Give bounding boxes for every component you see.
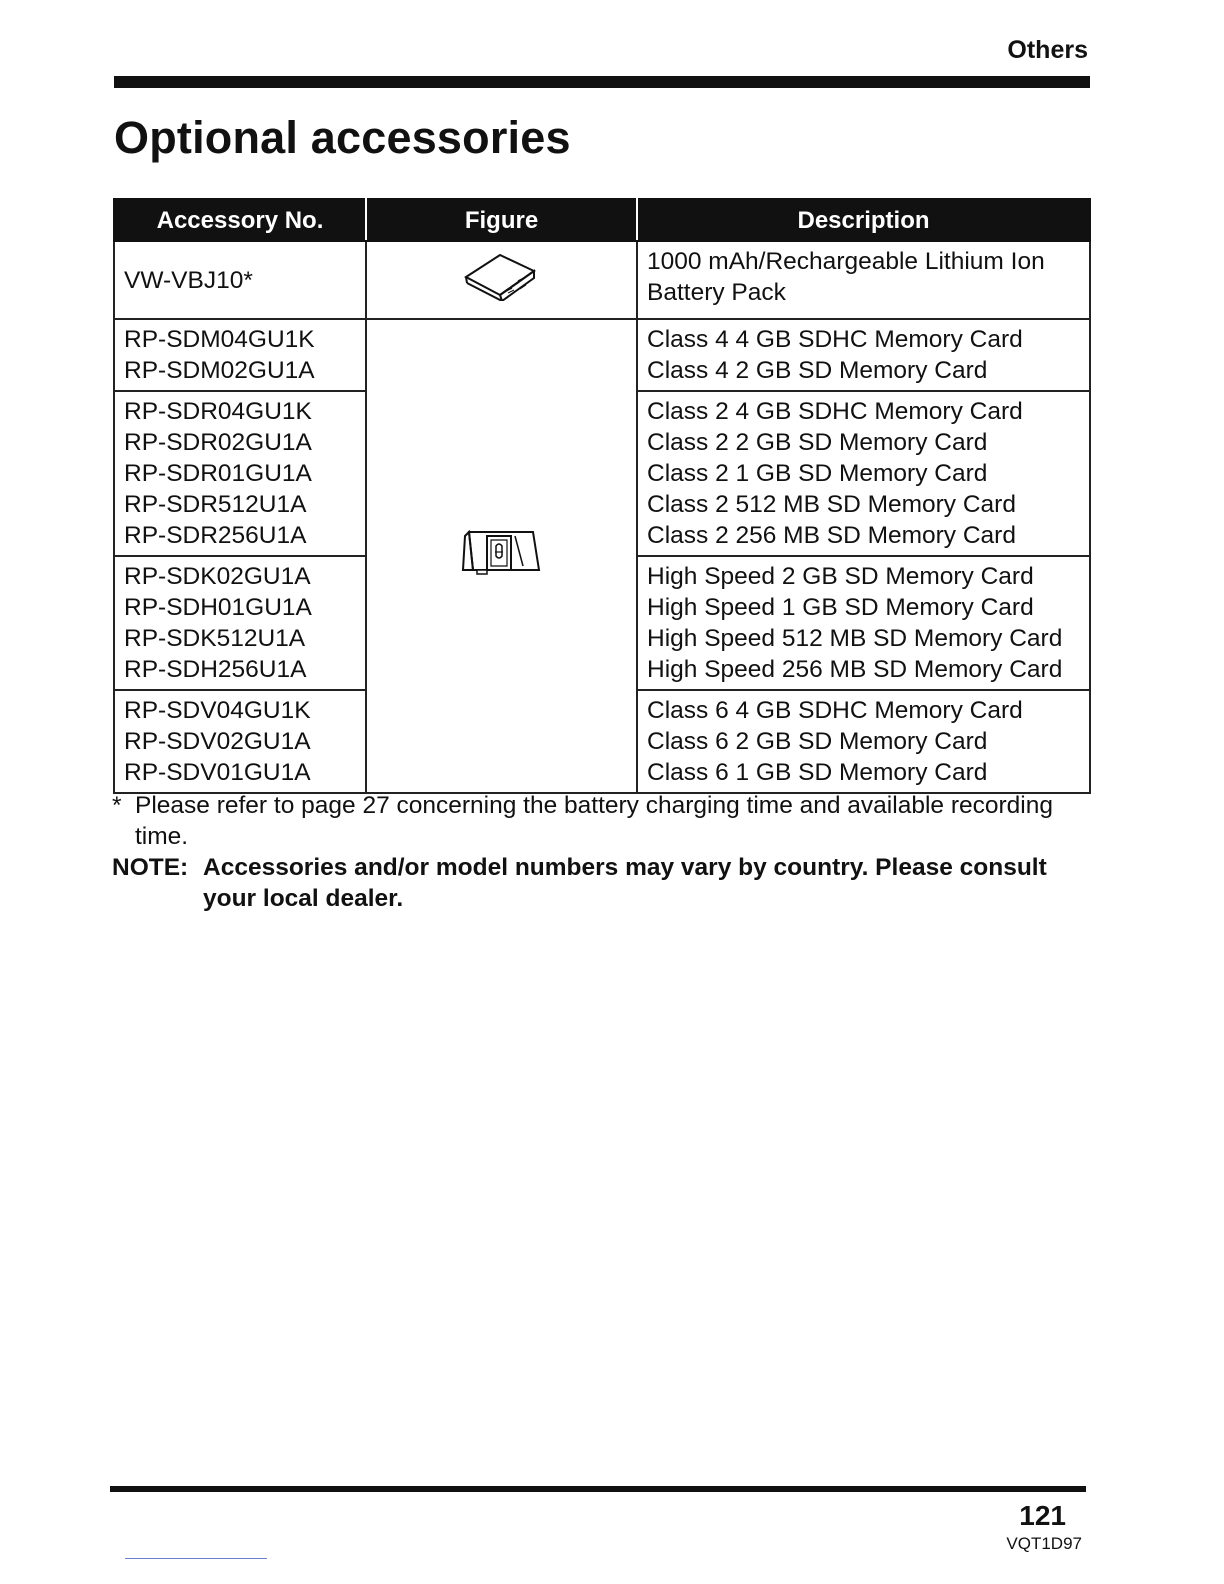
model-number: RP-SDH01GU1A xyxy=(124,594,312,621)
table-row xyxy=(114,241,1090,319)
model-number: RP-SDR02GU1A xyxy=(124,429,312,456)
model-number: RP-SDV01GU1A xyxy=(124,759,311,786)
description-line: Class 6 2 GB SD Memory Card xyxy=(647,728,988,755)
description-line: Battery Pack xyxy=(647,279,786,306)
model-number: RP-SDR04GU1K xyxy=(124,398,312,425)
footnote xyxy=(112,790,1092,852)
model-cell xyxy=(114,241,366,319)
model-cell xyxy=(114,319,366,391)
description-line: High Speed 1 GB SD Memory Card xyxy=(647,594,1034,621)
footer-link-rule xyxy=(125,1558,267,1559)
model-number: RP-SDM02GU1A xyxy=(124,357,315,384)
table-header-row xyxy=(114,199,1090,241)
description-line: Class 2 2 GB SD Memory Card xyxy=(647,429,988,456)
description-line: High Speed 256 MB SD Memory Card xyxy=(647,656,1063,683)
description-line: High Speed 2 GB SD Memory Card xyxy=(647,563,1034,590)
figure-cell xyxy=(366,319,637,793)
table-row xyxy=(114,319,1090,391)
description-cell xyxy=(637,391,1090,556)
description-line: High Speed 512 MB SD Memory Card xyxy=(647,625,1063,652)
footer-rule xyxy=(110,1486,1086,1492)
figure-cell xyxy=(366,241,637,319)
page-number: 121 xyxy=(1019,1500,1066,1531)
description-cell xyxy=(637,690,1090,793)
header-rule xyxy=(114,76,1090,88)
description-line: 1000 mAh/Rechargeable Lithium Ion xyxy=(647,248,1045,275)
model-number: RP-SDR256U1A xyxy=(124,522,307,549)
model-cell xyxy=(114,556,366,690)
note-label: NOTE: xyxy=(112,854,189,881)
description-line: Class 6 1 GB SD Memory Card xyxy=(647,759,988,786)
model-cell xyxy=(114,391,366,556)
footnote-text: Please refer to page 27 concerning the battery charging time and available recording time. xyxy=(135,792,1053,850)
description-line: Class 2 4 GB SDHC Memory Card xyxy=(647,398,1023,425)
section-label: Others xyxy=(1007,36,1088,64)
footnote-marker: * xyxy=(112,792,122,819)
model-number: RP-SDH256U1A xyxy=(124,656,307,683)
model-number: RP-SDK02GU1A xyxy=(124,563,311,590)
model-cell xyxy=(114,690,366,793)
model-number: RP-SDV04GU1K xyxy=(124,697,311,724)
description-line: Class 6 4 GB SDHC Memory Card xyxy=(647,697,1023,724)
header-accessory-no: Accessory No. xyxy=(114,199,366,241)
description-cell xyxy=(637,241,1090,319)
note xyxy=(112,852,1092,914)
description-cell xyxy=(637,319,1090,391)
description-line: Class 4 2 GB SD Memory Card xyxy=(647,357,988,384)
sd-card-icon xyxy=(461,526,541,578)
model-number: RP-SDM04GU1K xyxy=(124,326,315,353)
battery-pack-icon xyxy=(462,251,540,301)
model-number: VW-VBJ10* xyxy=(124,266,253,294)
description-line: Class 4 4 GB SDHC Memory Card xyxy=(647,326,1023,353)
model-number: RP-SDR01GU1A xyxy=(124,460,312,487)
description-line: Class 2 512 MB SD Memory Card xyxy=(647,491,1016,518)
note-text: Accessories and/or model numbers may vary by country. Please consult your local dealer. xyxy=(203,854,1047,912)
model-number: RP-SDK512U1A xyxy=(124,625,306,652)
accessories-table xyxy=(113,198,1091,794)
document-code: VQT1D97 xyxy=(1006,1534,1082,1553)
description-line: Class 2 1 GB SD Memory Card xyxy=(647,460,988,487)
description-line: Class 2 256 MB SD Memory Card xyxy=(647,522,1016,549)
header-figure: Figure xyxy=(366,199,637,241)
header-description: Description xyxy=(637,199,1090,241)
page-title: Optional accessories xyxy=(114,112,571,163)
model-number: RP-SDV02GU1A xyxy=(124,728,311,755)
description-cell xyxy=(637,556,1090,690)
model-number: RP-SDR512U1A xyxy=(124,491,307,518)
